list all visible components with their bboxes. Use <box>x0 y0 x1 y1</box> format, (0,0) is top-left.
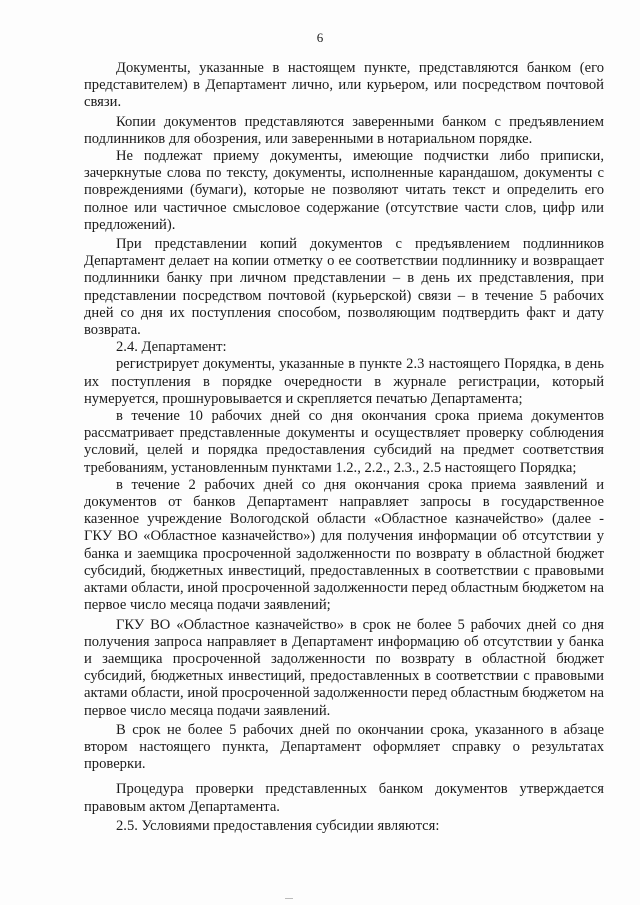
paragraph: При представлении копий документов с предъявлением подлинников Департамент делает на копии отметку о ее соответствии подлиннику и возвращает подлинники банку при личном представлении – в день их представления, при представлении посредством почтовой (курьерской) связи – в течение 5 рабочих дней со дня их поступления способом, позволяющим подтвердить факт и дату возврата. <box>84 236 604 339</box>
paragraph: регистрирует документы, указанные в пункте 2.3 настоящего Порядка, в день их поступления в порядке очередности в журнале регистрации, который нумеруется, прошнуровывается и скрепляется печатью Департамента; <box>84 356 604 407</box>
section-heading: 2.5. Условиями предоставления субсидии являются: <box>116 817 440 834</box>
paragraph: В срок не более 5 рабочих дней по окончании срока, указанного в абзаце втором настоящего пункта, Департамент оформляет справку о результатах проверки. <box>84 721 604 773</box>
paragraph: Документы, указанные в настоящем пункте, представляются банком (его представителем) в Департамент лично, или курьером, или посредством почтовой связи. <box>84 60 604 111</box>
section-heading: 2.4. Департамент: <box>116 339 227 356</box>
paragraph: Процедура проверки представленных банком документов утверждается правовым актом Департамента. <box>84 781 604 815</box>
paragraph: Не подлежат приему документы, имеющие подчистки либо приписки, зачеркнутые слова по тексту, документы, исполненные карандашом, документы с повреждениями (бумаги), которые не позволяют читать текст и определить его полное или частичное смысловое содержание (отсутствие части слов, цифр или предложений). <box>84 148 604 233</box>
scan-artifact <box>285 898 293 899</box>
paragraph: в течение 10 рабочих дней со дня окончания срока приема документов рассматривает представленные документы и осуществляет проверку соблюдения условий, целей и порядка предоставления субсидий на предмет соответствия требованиям, установленным пунктами 1.2., 2.2., 2.3., 2.5 настоящего Порядка; <box>84 408 604 476</box>
document-body <box>84 60 604 835</box>
paragraph: ГКУ ВО «Областное казначейство» в срок не более 5 рабочих дней со дня получения запроса направляет в Департамент информацию об отсутствии у банка и заемщика просроченной задолженности по возврату в областной бюджет субсидий, бюджетных инвестиций, предоставленных в соответствии с правовыми актами области, иной просроченной задолженности перед областным бюджетом на первое число месяца подачи заявлений. <box>84 616 604 719</box>
page-number: 6 <box>316 30 324 45</box>
paragraph: Копии документов представляются заверенными банком с предъявлением подлинников для обозрения, или заверенными в нотариальном порядке. <box>84 113 604 147</box>
paragraph: в течение 2 рабочих дней со дня окончания срока приема заявлений и документов от банков Департамент направляет запросы в государственное казенное учреждение Вологодской области «Областное казначейство» (далее - ГКУ ВО «Областное казначейство») для получения информации об отсутствии у банка и заемщика просроченной задолженности по возврату в областной бюджет субсидий, бюджетных инвестиций, предоставленных в соответствии с правовыми актами области, иной просроченной задолженности перед областным бюджетом на первое число месяца подачи заявлений; <box>84 476 604 614</box>
